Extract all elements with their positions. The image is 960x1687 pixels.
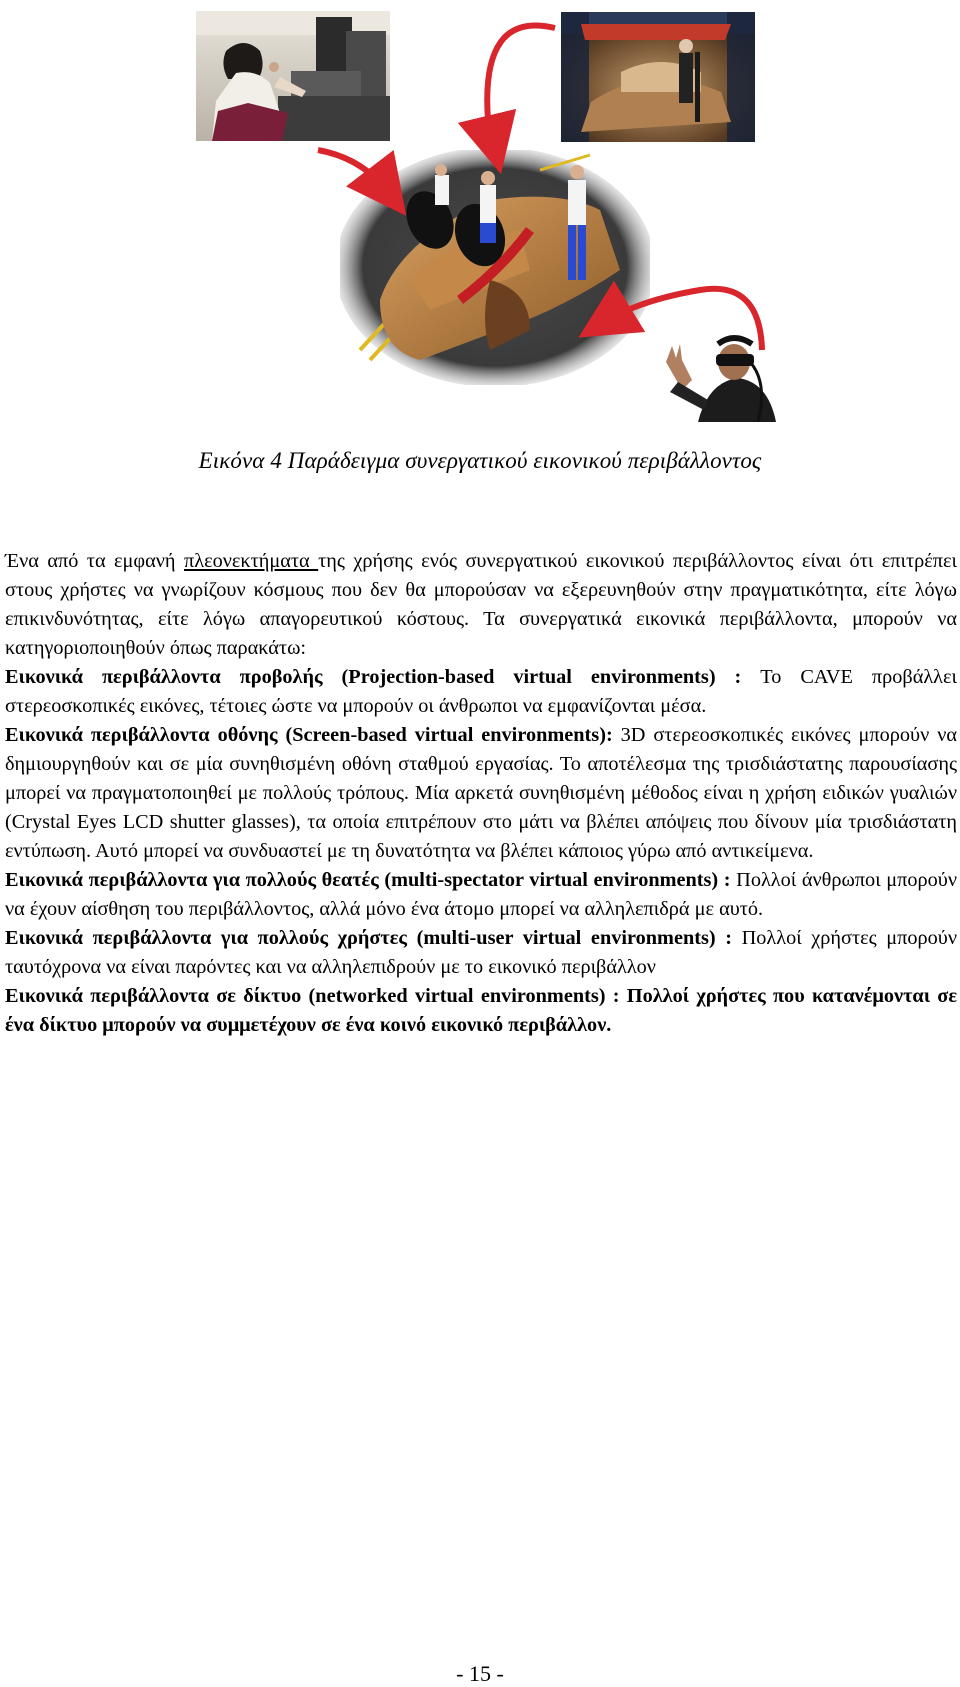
cave-projection-photo [561,12,755,142]
multi-spectator-paragraph: Εικονικά περιβάλλοντα για πολλούς θεατές (multi-spectator virtual environments) : Πολλοί άνθρωποι μπορούν να έχουν αίσθηση του περιβάλλοντος, αλλά μόνο ένα άτομο μπορεί να αλληλεπιδρά με αυτό. [5,869,957,920]
advantages-link-text: πλεονεκτήματα [184,550,319,572]
multi-user-term: Εικονικά περιβάλλοντα για πολλούς χρήστες (multi-user virtual environments) : [5,927,732,949]
operator-at-workstation-photo [196,11,390,141]
arrow-to-scene-top [487,25,555,145]
screen-based-term: Εικονικά περιβάλλοντα οθόνης (Screen-based virtual environments): [5,724,613,746]
networked-paragraph [5,982,957,1040]
networked-term: Εικονικά περιβάλλοντα σε δίκτυο (networked virtual environments) : Πολλοί χρήστες που κατανέμονται σε ένα δίκτυο μπορούν να συμμετέχουν σε ένα κοινό εικονικό περιβάλλον. [5,985,957,1036]
figure-caption: Εικόνα 4 Παράδειγμα συνεργατικού εικονικού περιβάλλοντος [198,448,762,473]
screen-based-paragraph: Εικονικά περιβάλλοντα οθόνης (Screen-based virtual environments): 3D στερεοσκοπικές εικόνες μπορούν να δημιουργηθούν και σε μία συνηθισμένη οθόνη σταθμού εργασίας. Το αποτέλεσμα της τρισδιάστατης παρουσίασης μπορεί να πραγματοποιηθεί με πολλούς τρόπους. Μία αρκετά συνηθισμένη μέθοδος είναι η χρήση ειδικών γυαλιών (Crystal Eyes LCD shutter glasses), τα οποία επιτρέπουν στο μάτι να βλέπει απόψεις που δίνουν μία τρισδιάστατη εντύπωση. Αυτό μπορεί να συνδυαστεί με τη δυνατότητα να βλέπει κάποιος γύρω από αντικείμενα. [5,724,957,862]
projection-based-paragraph: Εικονικά περιβάλλοντα προβολής (Projection-based virtual environments) : To CAVE προβάλλει στερεοσκοπικές εικόνες, τέτοιες ώστε να μπορούν οι άνθρωποι να εμφανίζονται μέσα. [5,666,957,717]
page-number: - 15 - [456,1661,504,1686]
shared-virtual-car-scene [340,150,650,385]
body-text [5,547,957,1040]
multi-spectator-term: Εικονικά περιβάλλοντα για πολλούς θεατές (multi-spectator virtual environments) : [5,869,731,891]
multi-user-paragraph: Εικονικά περιβάλλοντα για πολλούς χρήστες (multi-user virtual environments) : Πολλοί χρήστες μπορούν ταυτόχρονα να είναι παρόντες και να αλληλεπιδρούν με το εικονικό περιβάλλον [5,927,957,978]
hmd-user-photo [658,332,776,422]
projection-based-term: Εικονικά περιβάλλοντα προβολής (Projection-based virtual environments) : [5,666,742,688]
intro-paragraph: Ένα από τα εμφανή πλεονεκτήματα της χρήσης ενός συνεργατικού εικονικού περιβάλλοντος είναι ότι επιτρέπει στους χρήστες να γνωρίζουν κόσμους που δεν θα μπορούσαν να εξερευνηθούν στην πραγματικότητα, είτε λόγω επικινδυνότητας, είτε λόγω απαγορευτικού κόστους. Τα συνεργατικά εικονικά περιβάλλοντα, μπορούν να κατηγοριοποιηθούν όπως παρακάτω: [5,550,957,659]
